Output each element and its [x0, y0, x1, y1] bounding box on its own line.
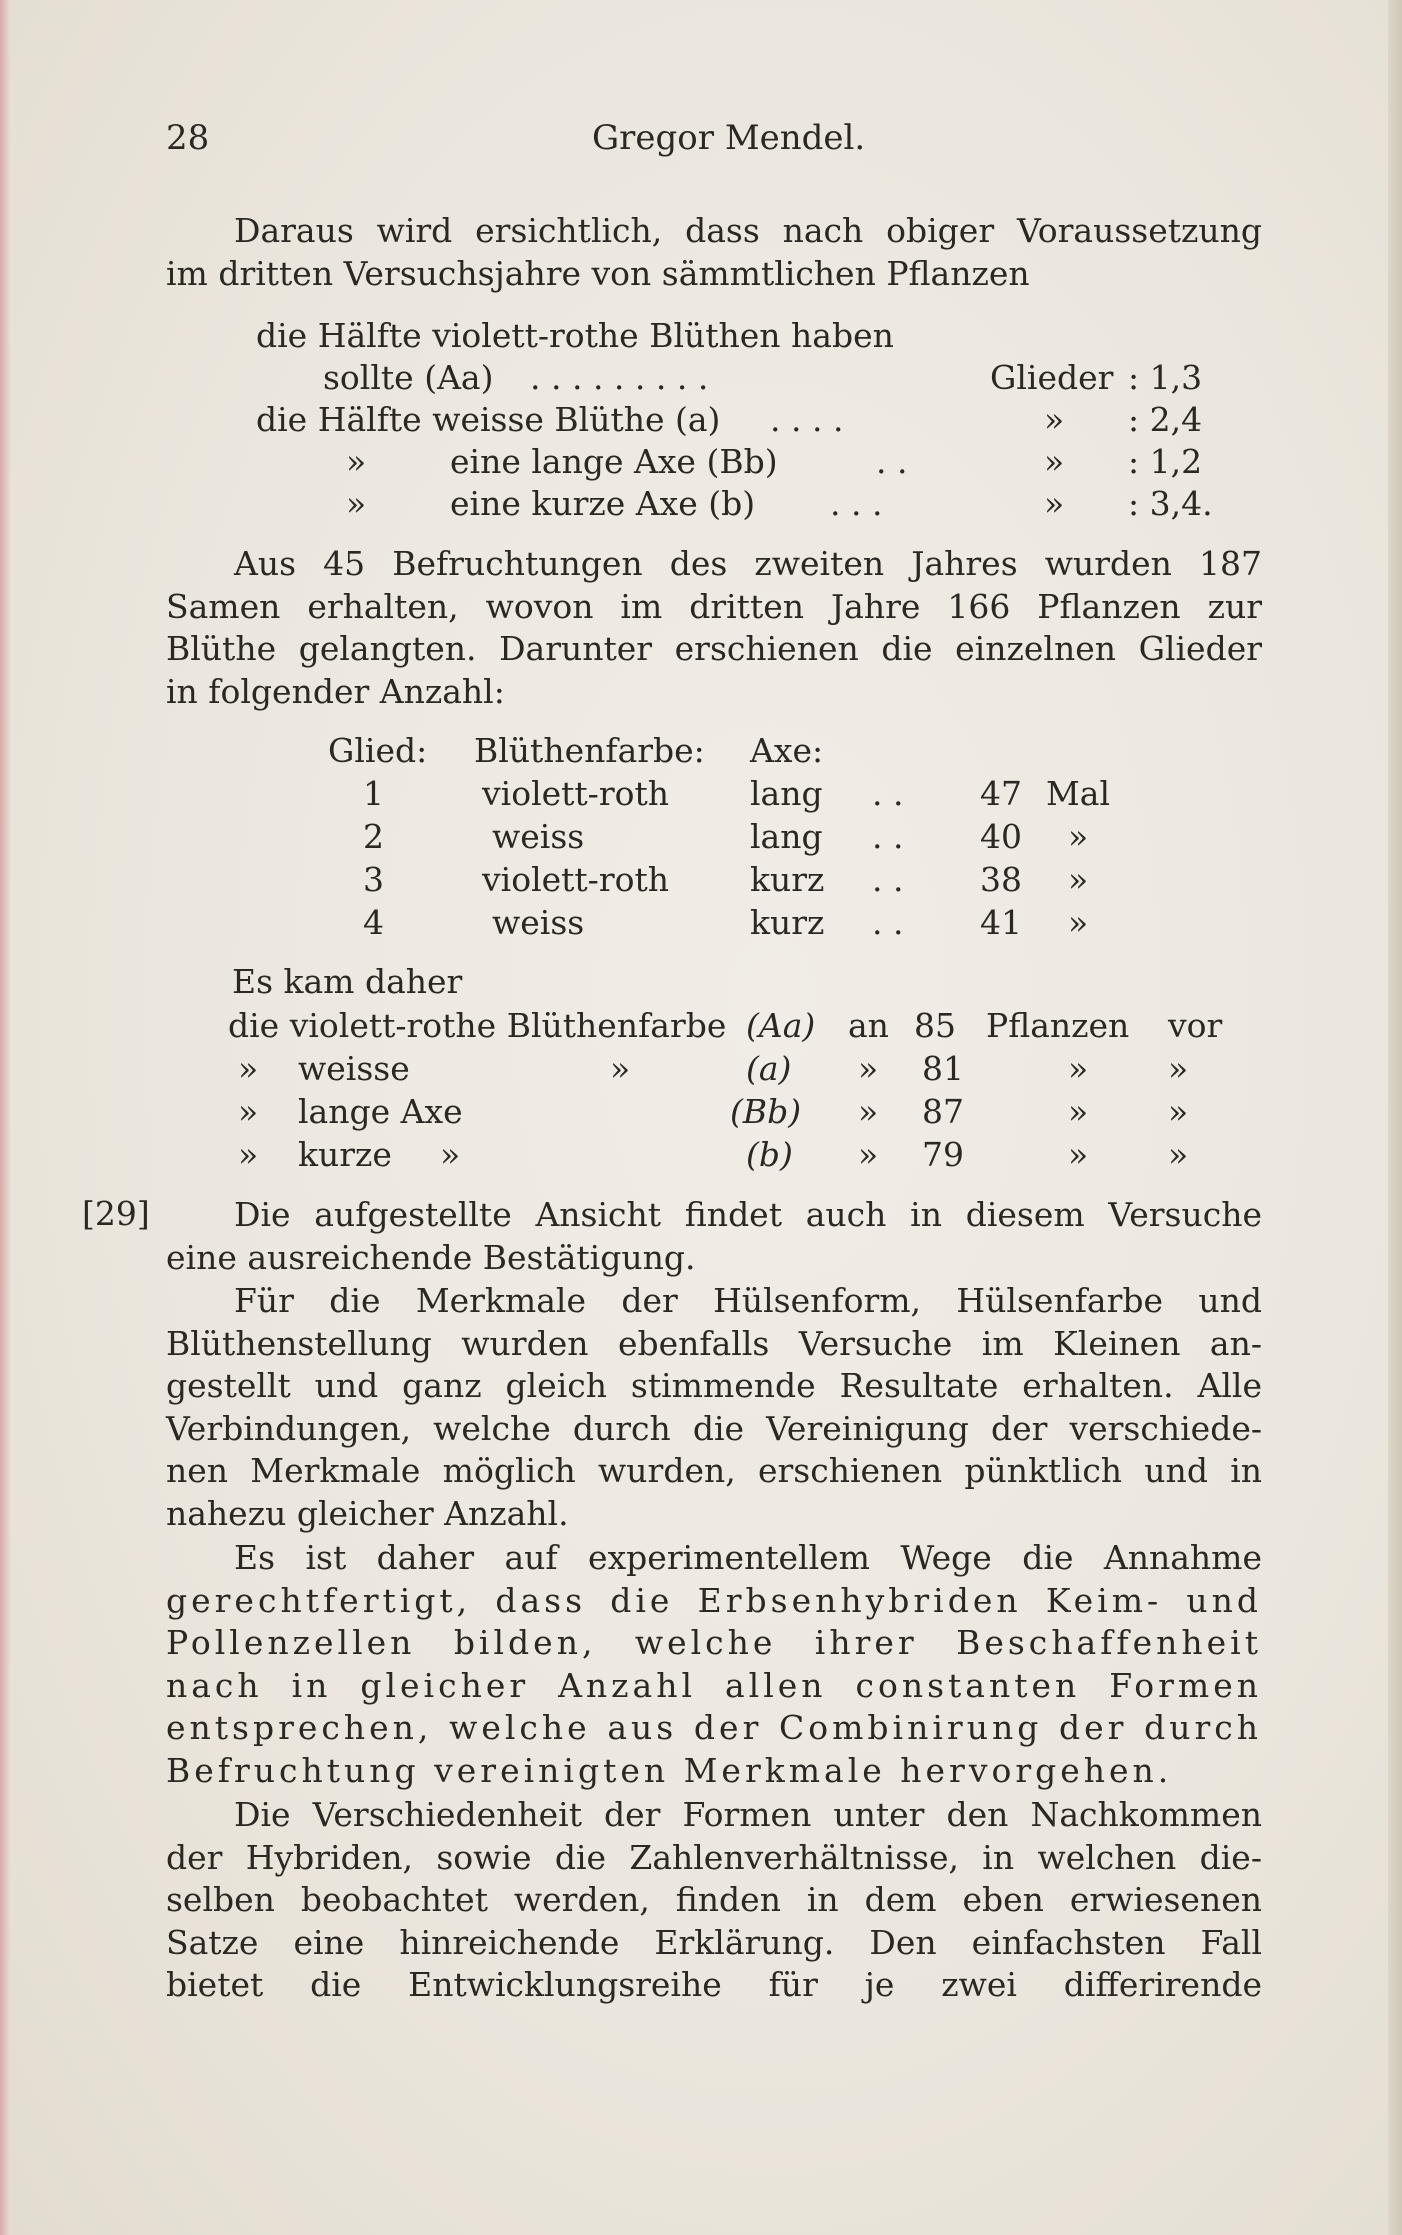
paragraph-4: [166, 1280, 1262, 1535]
text-line: Die aufgestellte Ansicht findet auch in diesem Versuche: [234, 1195, 1262, 1234]
glied-number: 2: [363, 817, 384, 856]
ditto-mark: »: [1044, 400, 1065, 439]
ditto-mark: »: [610, 1049, 631, 1088]
column-header: Glied:: [328, 731, 428, 770]
ratio-label: eine lange Axe (Bb): [450, 442, 778, 481]
trait-an: an: [848, 1006, 889, 1045]
text-line: Für die Merkmale der Hülsenform, Hülsenfarbe und: [234, 1281, 1262, 1320]
leader-dots: . .: [872, 774, 904, 813]
ditto-mark: »: [440, 1135, 461, 1174]
table-row: [0, 859, 1402, 901]
leader-dots: . .: [872, 860, 904, 899]
plant-count: 40: [980, 817, 1022, 856]
intro-text: Es kam daher: [232, 962, 463, 1001]
ditto-mark: »: [1068, 1092, 1089, 1131]
text-line: Die Verschiedenheit der Formen unter den Nachkommen: [234, 1795, 1262, 1834]
ratio-row: [0, 399, 1402, 441]
table-row: [0, 1091, 1402, 1133]
paragraph-3: [166, 1194, 1262, 1279]
text-line: gestellt und ganz gleich stimmende Resultate erhalten. Alle: [166, 1366, 1262, 1405]
ratio-label: sollte (Aa): [323, 358, 494, 397]
paragraph-2: [166, 543, 1262, 713]
glied-number: 3: [363, 860, 384, 899]
glied-number: 1: [363, 774, 384, 813]
ditto-mark: »: [238, 1092, 259, 1131]
leader-dots: . .: [876, 442, 908, 481]
running-title: Gregor Mendel.: [592, 118, 866, 158]
ratio-word: Glieder: [990, 358, 1114, 397]
plant-count: 85: [914, 1006, 956, 1045]
table-row: [0, 1005, 1402, 1047]
ditto-mark: »: [858, 1092, 879, 1131]
flower-color: weiss: [492, 817, 585, 856]
text-line: Verbindungen, welche durch die Vereinigung der verschiede-: [166, 1408, 1262, 1448]
plant-count: 79: [922, 1135, 964, 1174]
table-row: [0, 902, 1402, 944]
leader-dots: . . .: [830, 484, 883, 523]
ratio-label: die Hälfte weisse Blüthe (a): [256, 400, 721, 439]
plant-count: 47: [980, 774, 1022, 813]
ratio-value: : 3,4.: [1128, 484, 1213, 523]
ratio-label: eine kurze Axe (b): [450, 484, 756, 523]
ditto-mark: »: [1168, 1135, 1189, 1174]
ratio-value: : 2,4: [1128, 400, 1203, 439]
page-number: 28: [166, 118, 210, 158]
plant-count: 41: [980, 903, 1022, 942]
text-line: Befruchtung vereinigten Merkmale hervorgehen.: [166, 1750, 1173, 1790]
trait-label: die violett-rothe Blüthenfarbe: [228, 1006, 727, 1045]
axis-type: kurz: [750, 903, 825, 942]
text-line: im dritten Versuchsjahre von sämmtlichen Pflanzen: [166, 253, 1030, 293]
paragraph-1: [166, 210, 1262, 295]
ratio-value: : 1,3: [1128, 358, 1203, 397]
count-unit: »: [1068, 860, 1089, 899]
genotype-code: (a): [746, 1049, 792, 1088]
ditto-mark: »: [346, 484, 367, 523]
ratio-row: [0, 483, 1402, 525]
leader-dots: . .: [872, 817, 904, 856]
table-row: [0, 1048, 1402, 1090]
text-line: Pollenzellen bilden, welche ihrer Beschaffenheit: [166, 1623, 1262, 1662]
ratio-label: die Hälfte violett-rothe Blüthen haben: [256, 316, 894, 355]
leader-dots: . .: [872, 903, 904, 942]
text-line: Blüthe gelangten. Darunter erschienen die einzelnen Glieder: [166, 629, 1262, 668]
ditto-mark: »: [1068, 1135, 1089, 1174]
paragraph-6: [166, 1794, 1262, 2007]
text-line: Blüthenstellung wurden ebenfalls Versuche im Kleinen an-: [166, 1323, 1262, 1363]
genotype-code: (b): [746, 1135, 793, 1174]
count-unit: »: [1068, 903, 1089, 942]
leader-dots: . . . .: [770, 400, 844, 439]
text-line: nach in gleicher Anzahl allen constanten Formen: [166, 1665, 1262, 1705]
plant-count: 87: [922, 1092, 964, 1131]
text-line: eine ausreichende Bestätigung.: [166, 1237, 696, 1277]
trait-pflanzen: Pflanzen: [986, 1006, 1130, 1045]
paragraph-5: [166, 1537, 1262, 1792]
running-header: [166, 118, 1262, 168]
ditto-mark: »: [1068, 1049, 1089, 1088]
ditto-mark: »: [858, 1135, 879, 1174]
genotype-code: (Bb): [730, 1092, 802, 1131]
table-header-row: [0, 730, 1402, 772]
text-line: der Hybriden, sowie die Zahlenverhältnisse, in welchen die-: [166, 1837, 1262, 1877]
plant-count: 38: [980, 860, 1022, 899]
trait-label: lange Axe: [298, 1092, 463, 1131]
ditto-mark: »: [1168, 1049, 1189, 1088]
text-line: in folgender Anzahl:: [166, 671, 505, 711]
genotype-code: (Aa): [746, 1006, 816, 1045]
table-row: [0, 773, 1402, 815]
text-line: Samen erhalten, wovon im dritten Jahre 166 Pflanzen zur: [166, 586, 1262, 626]
ditto-mark: »: [238, 1135, 259, 1174]
text-line: gerechtfertigt, dass die Erbsenhybriden Keim- und: [166, 1580, 1262, 1620]
table-row: [0, 1134, 1402, 1176]
ditto-mark: »: [858, 1049, 879, 1088]
flower-color: weiss: [492, 903, 585, 942]
text-line: entsprechen, welche aus der Combinirung der durch: [166, 1708, 1262, 1747]
ditto-mark: »: [238, 1049, 259, 1088]
ditto-mark: »: [1044, 442, 1065, 481]
trait-label: kurze: [298, 1135, 392, 1174]
margin-reference: [29]: [82, 1194, 150, 1233]
trait-label: weisse: [298, 1049, 410, 1088]
text-line: Aus 45 Befruchtungen des zweiten Jahres wurden 187: [234, 544, 1262, 583]
axis-type: lang: [750, 817, 823, 856]
text-line: bietet die Entwicklungsreihe für je zwei differirende: [166, 1965, 1262, 2004]
text-line: Satze eine hinreichende Erklärung. Den einfachsten Fall: [166, 1922, 1262, 1962]
ratio-row: [0, 441, 1402, 483]
ditto-mark: »: [1168, 1092, 1189, 1131]
ditto-mark: »: [1044, 484, 1065, 523]
text-line: nen Merkmale möglich wurden, erschienen pünktlich und in: [166, 1451, 1262, 1490]
text-line: selben beobachtet werden, finden in dem eben erwiesenen: [166, 1880, 1262, 1919]
count-unit: »: [1068, 817, 1089, 856]
axis-type: lang: [750, 774, 823, 813]
leader-dots: . . . . . . . . .: [530, 358, 709, 397]
ratio-value: : 1,2: [1128, 442, 1203, 481]
table-row: [0, 816, 1402, 858]
glied-number: 4: [363, 903, 384, 942]
flower-color: violett-roth: [482, 774, 669, 813]
column-header: Blüthenfarbe:: [474, 731, 705, 770]
text-line: Es ist daher auf experimentellem Wege die Annahme: [234, 1538, 1262, 1577]
flower-color: violett-roth: [482, 860, 669, 899]
axis-type: kurz: [750, 860, 825, 899]
trait-vor: vor: [1168, 1006, 1223, 1045]
count-unit: Mal: [1046, 774, 1111, 813]
plant-count: 81: [922, 1049, 964, 1088]
ratio-row: [0, 357, 1402, 399]
ditto-mark: »: [346, 442, 367, 481]
text-line: Daraus wird ersichtlich, dass nach obiger Voraussetzung: [234, 211, 1262, 250]
column-header: Axe:: [750, 731, 824, 770]
text-line: nahezu gleicher Anzahl.: [166, 1493, 569, 1533]
